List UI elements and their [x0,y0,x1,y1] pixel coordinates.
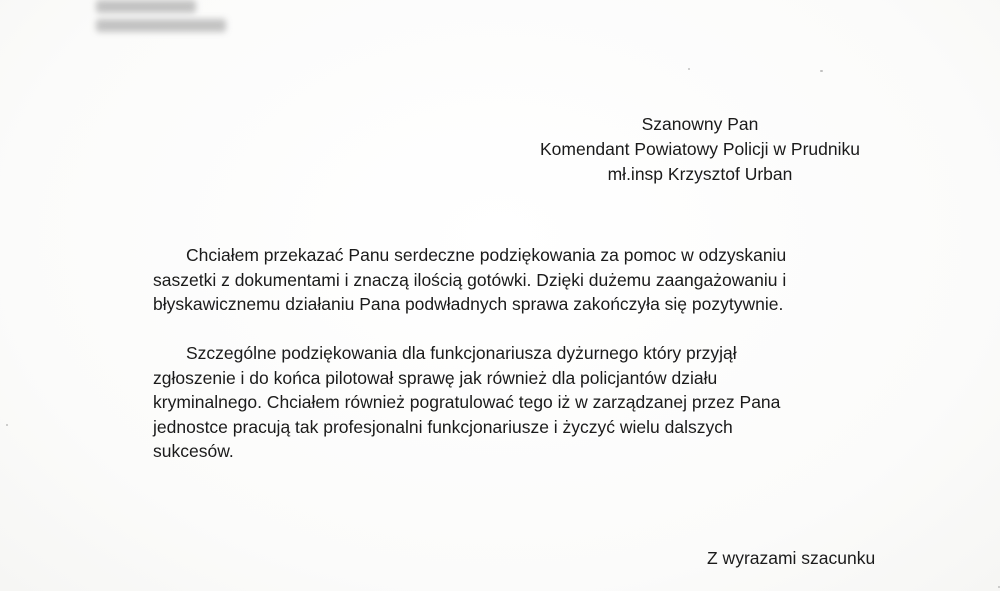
redacted-sender-line-2 [96,19,226,32]
paragraph-line: sukcesów. [153,441,234,461]
scan-speck [820,70,823,72]
scan-speck [688,68,690,70]
paragraph-line: Szczególne podziękowania dla funkcjonariusza dyżurnego który przyjął [186,343,737,363]
closing-phrase: Z wyrazami szacunku [707,548,876,568]
recipient-name: mł.insp Krzysztof Urban [607,164,793,184]
paragraph-line: kryminalnego. Chciałem również pogratulować tego iż w zarządzanej przez Pana [153,392,781,412]
paragraph-line: zgłoszenie i do końca pilotował sprawę jak również dla policjantów działu [153,367,718,388]
body-paragraph-1 [153,243,893,317]
redacted-sender-line-1 [96,0,196,13]
body-paragraph-2 [153,341,893,464]
paragraph-line: jednostce pracują tak profesjonalni funkcjonariusze i życzyć wielu dalszych [153,416,733,437]
recipient-title: Komendant Powiatowy Policji w Prudniku [539,139,861,159]
paragraph-line: błyskawicznemu działaniu Pana podwładnych sprawa zakończyła się pozytywnie. [153,294,784,314]
paragraph-line: Chciałem przekazać Panu serdeczne podziękowania za pomoc w odzyskaniu [186,245,787,265]
recipient-salutation: Szanowny Pan [641,114,759,134]
scan-speck [6,424,8,426]
recipient-block [470,112,930,187]
paragraph-line: saszetki z dokumentami i znaczą ilością gotówki. Dzięki dużemu zaangażowaniu i [153,269,787,290]
